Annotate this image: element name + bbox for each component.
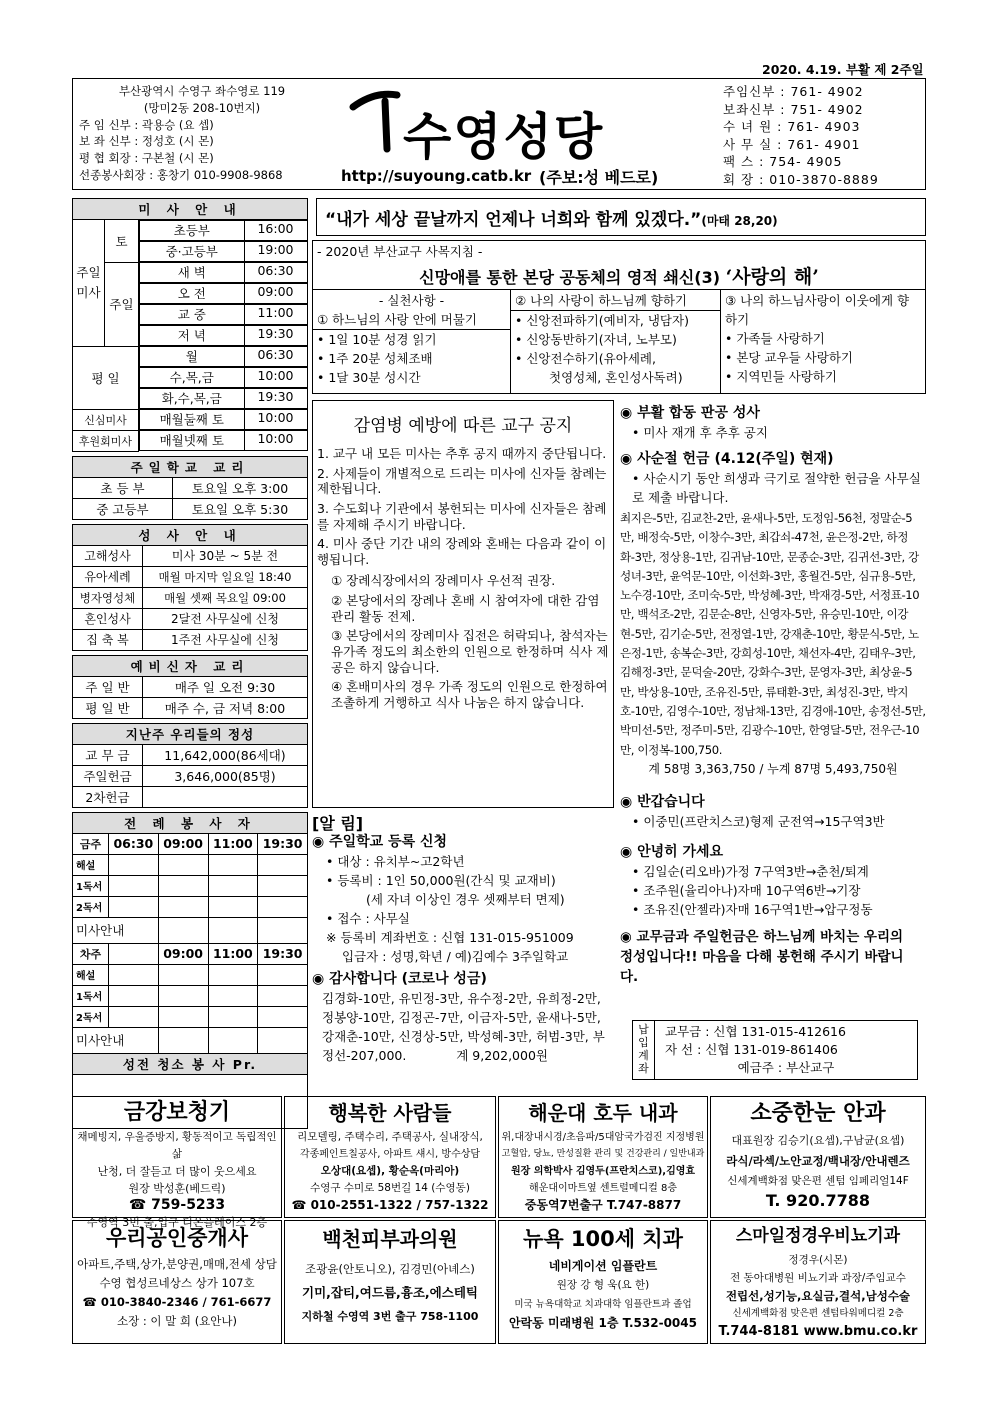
contact-convent: 수 녀 원 : 761- 4903	[723, 119, 861, 134]
mass-time: 16:00	[257, 221, 294, 236]
offering-amount	[143, 786, 308, 807]
announcements-title: [알 림]	[312, 814, 364, 833]
guide-subtitle: - 2020년 부산교구 사목지침 -	[317, 244, 483, 259]
ad-line: 위,대장내시경/초음파/5대암국가검진 지정병원	[501, 1132, 705, 1143]
ad-phone: 안락동 미래병원 1층 T.532-0045	[509, 1316, 697, 1330]
ad-line: 정경우(시몬)	[788, 1254, 848, 1266]
supporter-mass-label: 후원회미사	[73, 430, 139, 451]
col-item: 첫영성체, 혼인성사독려)	[549, 370, 683, 385]
thanks-title: ◉ 감사합니다 (코로나 성금)	[312, 971, 487, 987]
svc-time: 19:30	[258, 833, 308, 854]
class-time: 매주 일 오전 9:30	[143, 676, 308, 697]
notice-subitem: ④ 혼배미사의 경우 가족 정도의 인원으로 한정하여 조촐하게 거행하고 식사 나눔은 하지 않습니다.	[331, 679, 608, 710]
svc-time: 11:00	[208, 943, 258, 964]
mass-time: 06:30	[257, 347, 294, 362]
school-time: 토요일 오후 5:30	[173, 498, 308, 519]
role-label: 1독서	[73, 985, 109, 1006]
address-old: (망미2동 208-10번지)	[143, 100, 261, 115]
week-label: 차주	[73, 943, 109, 964]
welcome-title: ◉ 반갑습니다	[620, 793, 705, 810]
role-label: 1독서	[73, 875, 109, 896]
contact-assistant: 보좌신부 : 751- 4902	[723, 101, 864, 117]
week-label: 금주	[73, 833, 109, 854]
payment-account	[632, 1020, 918, 1080]
ad-line: 수영 협성르네상스 상가 107호	[99, 1276, 255, 1290]
sacrament-detail: 미사 30분 ~ 5분 전	[143, 545, 308, 566]
ad-urology	[710, 1220, 926, 1344]
ad-section	[72, 1096, 926, 1344]
ad-line: 신세계백화점 맞은편 센텀타워메디컬 2층	[732, 1308, 904, 1319]
guide-highlight: ‘사랑의 해’	[725, 266, 819, 288]
offering-amount: 11,642,000(86세대)	[143, 744, 308, 765]
contact-president: 회 장 : 010-3870-8889	[723, 171, 879, 187]
sacrament-name: 병자영성체	[73, 587, 143, 608]
usher-label: 미사안내	[73, 917, 159, 943]
ad-line: 네비게이션 임플란트	[548, 1259, 658, 1273]
contact-pastor: 주임신부 : 761- 4902	[723, 84, 864, 99]
ad-line: 각종페인트칠공사, 아파트 섀시, 방수상담	[299, 1149, 481, 1160]
ad-title: 해운대 호두 내과	[528, 1101, 678, 1125]
reg-item: ※ 등록비 계좌번호 : 신협 131-015-951009	[326, 930, 574, 945]
mass-schedule-title: 미 사 안 내	[73, 199, 308, 220]
servers-title: 전 례 봉 사 자	[73, 812, 308, 833]
offering-type: 교 무 금	[73, 744, 143, 765]
ad-line: 대표원장 김승기(요셉),구남균(요셉)	[731, 1134, 905, 1147]
website-url[interactable]: http://suyoung.catb.kr	[341, 167, 532, 185]
quote-text: “내가 세상 끝날까지 언제나 너희와 함께 있겠다.”	[325, 210, 702, 230]
farewell-item: • 조주원(율리아나)자매 10구역6반→기장	[632, 882, 861, 898]
mass-name: 초등부	[140, 221, 245, 240]
mass-day: 매월둘째 토	[140, 410, 245, 429]
svc-time: 09:00	[158, 833, 208, 854]
mass-time: 10:00	[257, 368, 294, 383]
lent-offering-title: ◉ 사순절 헌금 (4.12(주일) 현재)	[620, 451, 834, 467]
notice-item: 2. 사제들이 개별적으로 드리는 미사에 신자들 참례는 제한됩니다.	[317, 465, 607, 497]
ad-title: 백천피부과의원	[322, 1227, 458, 1251]
col-item: • 신앙전파하기(예비자, 냉담자)	[515, 313, 689, 328]
pastoral-guide	[312, 240, 926, 394]
guide-title: 신망애를 통한 본당 공동체의 영적 쇄신(3)	[419, 268, 721, 287]
mass-time: 06:30	[257, 263, 294, 278]
role-label: 해설	[73, 854, 109, 875]
sacrament-name: 혼인성사	[73, 608, 143, 629]
ad-line: 전 동아대병원 비뇨기과 과장/주임교수	[730, 1272, 906, 1284]
ad-line: 원장 의학박사 김영두(프란치스코),김영효	[510, 1166, 696, 1177]
right-column	[620, 404, 926, 987]
ad-line: 오상대(요셉), 황순옥(마리아)	[320, 1165, 460, 1177]
notice-subitem: ① 장례식장에서의 장례미사 우선적 권장.	[331, 573, 556, 589]
mass-time: 11:00	[257, 305, 294, 320]
mass-name: 월	[140, 347, 245, 366]
mass-time: 10:00	[257, 410, 294, 425]
ad-line: 라식/라섹/노안교정/백내장/안내렌즈	[726, 1154, 910, 1168]
reg-item: 입금자 : 성명,학년 / 예)김예수 3주일학교	[342, 949, 569, 964]
sunday-school-table	[72, 456, 308, 520]
sunday-mass-label: 주일미사	[73, 220, 105, 347]
ad-line: 소장 : 이 말 희 (요안나)	[117, 1314, 237, 1328]
ad-eye-clinic	[710, 1096, 926, 1218]
ad-title: 행복한 사람들	[328, 1101, 452, 1125]
thanks-total: 계 9,202,000원	[456, 1048, 548, 1063]
mass-name: 교 중	[140, 305, 245, 324]
ad-phone: ☎ 010-3840-2346 / 761-6677	[82, 1295, 272, 1309]
ad-phone: 지하철 수영역 3번 출구 758-1100	[301, 1310, 479, 1323]
tithe-appeal: ◉ 교무금과 주일헌금은 하느님께 바치는 우리의 정성입니다!! 마음을 다해 봉헌해 주시기 바랍니다.	[620, 928, 904, 985]
col-item: • 1달 30분 성시간	[317, 370, 421, 385]
ad-line: 원장 박성훈(베드릭)	[128, 1182, 226, 1195]
diocese-notice	[312, 400, 614, 808]
patron-saint: (주보:성 베드로)	[539, 168, 659, 187]
col-head: ② 나의 사랑이 하느님께 향하기	[511, 291, 720, 311]
sidebar	[72, 198, 308, 1129]
contact-fax: 팩 스 : 754- 4905	[723, 154, 843, 169]
easter-confession-title: ◉ 부활 합동 판공 성사	[620, 405, 760, 421]
offering-type: 2차헌금	[73, 786, 143, 807]
sacrament-name: 유아세례	[73, 566, 143, 587]
class-time: 매주 수, 금 저녁 8:00	[143, 697, 308, 718]
sunday-label: 주일	[105, 262, 139, 346]
announcements	[312, 814, 614, 1084]
offering-title: 지난주 우리들의 정성	[73, 723, 308, 744]
guide-col-2	[511, 290, 721, 393]
school-reg-title: ◉ 주일학교 등록 신청	[312, 834, 448, 850]
parish-logo: 수영성당	[403, 107, 605, 166]
col-head: - 실천사항 -	[378, 293, 445, 308]
svc-time: 06:30	[109, 833, 159, 854]
ad-phone: T.744-8181 www.bmu.co.kr	[718, 1324, 918, 1339]
quote-reference: (마태 28,20)	[701, 214, 778, 228]
mass-day: 매월넷째 토	[140, 431, 245, 450]
notice-item: 3. 수도회나 기관에서 봉헌되는 미사에 신자들은 참례를 자제해 주시기 바랍니다.	[317, 500, 607, 532]
parish-info	[79, 83, 325, 184]
saturday-label: 토	[105, 220, 139, 263]
quote-box	[316, 198, 926, 236]
ad-title: 스마일정경우비뇨기과	[735, 1226, 901, 1246]
role-label: 2독서	[73, 1006, 109, 1027]
account-line: 교무금 : 신협 131-015-412616	[665, 1024, 846, 1039]
svc-time: 11:00	[208, 833, 258, 854]
guide-col-1	[313, 290, 511, 393]
ad-line: 해운대이마트옆 센트럴메디컬 8층	[529, 1183, 677, 1194]
sacrament-name: 고해성사	[73, 545, 143, 566]
ad-title: 소중한눈 안과	[750, 1101, 886, 1126]
notice-subitem: ③ 본당에서의 장례미사 집전은 허락되나, 참석자는 유가족 정도의 최소한의 인원으로 한정하며 식사 제공은 하지 않습니다.	[331, 628, 609, 675]
role-label: 해설	[73, 964, 109, 985]
reg-item: • 접수 : 사무실	[326, 911, 410, 926]
school-level: 초 등 부	[73, 477, 173, 498]
col-item: • 본당 교우들 사랑하기	[725, 350, 853, 365]
sacrament-detail: 2달전 사무실에 신청	[143, 608, 308, 629]
thanks-text: 김경화-10만, 유민정-3만, 유수정-2만, 유희정-2만, 정봉양-10만, 김정곤-7만, 이금자-5만, 윤새나-5만, 강재춘-10만, 신경상-5만, 박성혜-3만, 허범-3만, 부정선-207,000.	[322, 991, 605, 1063]
mass-name: 수,목,금	[140, 368, 245, 387]
class-name: 주 일 반	[73, 676, 143, 697]
col-item: • 신앙전수하기(유아세례,	[515, 351, 656, 366]
lent-offering-text: • 사순시기 동안 희생과 극기로 절약한 헌금을 사무실로 제출 바랍니다.	[632, 471, 921, 505]
devotion-mass-label: 신심미사	[73, 409, 139, 430]
ad-line: 수영구 수미로 58번길 14 (수영동)	[310, 1182, 470, 1194]
ad-line: 기미,잡티,여드름,흉조,에스테틱	[302, 1285, 478, 1300]
usher-label: 미사안내	[73, 1027, 159, 1053]
farewell-item: • 김일순(리오바)가정 7구역3반→춘천/퇴계	[632, 863, 869, 879]
sacrament-table	[72, 524, 308, 651]
sunday-school-title: 주일학교 교리	[73, 456, 308, 477]
guide-col-3	[721, 290, 925, 393]
weekday-label: 평 일	[73, 346, 139, 409]
ad-phone: ☎ 010-2551-1322 / 757-1322	[291, 1198, 489, 1212]
address: 부산광역시 수영구 좌수영로 119	[118, 84, 286, 98]
account-line: 자 선 : 신협 131-019-861406	[665, 1042, 838, 1057]
class-name: 평 일 반	[73, 697, 143, 718]
offering-table	[72, 723, 308, 808]
mass-time: 19:00	[257, 242, 294, 257]
liturgy-servers-table	[72, 812, 308, 1129]
sacrament-detail: 매월 셋째 목요일 09:00	[143, 587, 308, 608]
ad-line: 리모델링, 주택수리, 주택공사, 실내장식,	[297, 1131, 483, 1143]
ad-dental	[498, 1220, 708, 1344]
account-label: 납입계좌	[633, 1021, 655, 1079]
issue-date: 2020. 4.19. 부활 제 2주일	[762, 62, 924, 77]
reg-item: (세 자녀 이상인 경우 셋째부터 면제)	[366, 892, 565, 907]
mass-time: 10:00	[257, 431, 294, 446]
mass-schedule-table	[72, 198, 308, 452]
ad-line: 원장 강 형 욱(요 한)	[556, 1279, 650, 1291]
farewell-title: ◉ 안녕히 가세요	[620, 843, 724, 860]
col-head: ③ 나의 하느님사랑이 이웃에게 향하기	[725, 293, 910, 327]
school-time: 토요일 오후 3:00	[173, 477, 308, 498]
col-item: • 가족들 사랑하기	[725, 331, 825, 346]
mass-time: 19:30	[257, 326, 294, 341]
reg-item: • 등록비 : 1인 50,000원(간식 및 교재비)	[326, 873, 556, 888]
farewell-item: • 조유진(안젤라)자매 16구역1반→압구정동	[632, 901, 873, 917]
ad-title: 금강보청기	[123, 1100, 231, 1125]
sacrament-title: 성 사 안 내	[73, 524, 308, 545]
lent-donor-list: 최지은-5만, 김교찬-2만, 윤새나-5만, 도정임-56천, 정말순-5만, 배정숙-5만, 이창수-3만, 최갑쇠-47천, 윤은정-2만, 하정화-3만, 정상용-1만, 김귀남-10만, 문종순-3만, 김귀선-3만, 강성녀-3만, 윤억문-10만, 이선화-3만, 홍월건-5만, 심규용-5만, 노수경-10만, 조미숙-5만, 박성혜-3만, 박재경-5만, 서정표-10만, 백석조-2만, 김문순-8만, 신영자-5만, 유승민-10만, 이강현-5만, 김기순-5만, 전정열-1만, 강재춘-10만, 황문식-5만, 노은정-1만, 송복순-3만, 강희성-10만, 채선자-4만, 김태우-3만, 김해정-3만, 문덕술-20만, 강화수-3만, 문영자-3만, 최상윤-5만, 박상용-10만, 조유진-5만, 류태환-3만, 최성진-3만, 박지호-10만, 김영수-10만, 정남채-13만, 김경애-10만, 송정선-5만, 박미선-5만, 정주미-5만, 김광수-10만, 한영달-5만, 전우근-10만, 이정복-100,750.	[620, 511, 926, 757]
sacrament-detail: 1주전 사무실에 신청	[143, 629, 308, 650]
notice-item: 1. 교구 내 모든 미사는 추후 공지 때까지 중단됩니다.	[317, 446, 607, 461]
ad-line: 난청, 더 잘듣고 더 많이 웃으세요	[97, 1165, 257, 1178]
ad-line: 신세계백화점 맞은편 센텀 임페리얼14F	[727, 1175, 909, 1187]
ad-line: 조광윤(안토니오), 김경민(아녜스)	[305, 1262, 475, 1276]
ad-hearing-aid	[72, 1096, 282, 1229]
account-holder: 예금주 : 부산교구	[737, 1060, 835, 1075]
ad-phone: T. 920.7788	[765, 1191, 871, 1210]
ad-phone: 중동역7번출구 T.747-8877	[524, 1198, 682, 1212]
col-item: • 신앙동반하기(자녀, 노부모)	[515, 332, 677, 347]
ad-internal-medicine	[498, 1096, 708, 1218]
offering-type: 주일헌금	[73, 765, 143, 786]
mass-time: 19:30	[257, 389, 294, 404]
contact-list	[723, 83, 923, 188]
mass-name: 중·고등부	[140, 242, 245, 261]
col-subhead: ① 하느님의 사랑 안에 머물기	[313, 310, 510, 330]
offering-amount: 3,646,000(85명)	[143, 765, 308, 786]
mass-name: 저 녁	[140, 326, 245, 345]
assistant-priest: 보 좌 신부 : 정성호 (시 몬)	[79, 134, 214, 149]
ad-line: 전립선,성기능,요실금,결석,남성수술	[725, 1289, 911, 1303]
pastor: 주 임 신부 : 곽용승 (요 셉)	[79, 117, 214, 132]
header	[72, 78, 926, 190]
ad-realtor	[72, 1220, 282, 1344]
svc-time: 19:30	[258, 943, 308, 964]
notice-subitem: ② 본당에서의 장례나 혼배 시 참여자에 대한 감염관리 활동 전제.	[331, 593, 600, 624]
role-label: 2독서	[73, 896, 109, 917]
ad-title: 뉴욕 100세 치과	[523, 1227, 683, 1251]
council-president: 평 협 회장 : 구본철 (시 몬)	[79, 151, 214, 166]
col-item: • 지역민들 사랑하기	[725, 369, 837, 384]
reg-item: • 대상 : 유치부~고2학년	[326, 854, 465, 869]
ad-line: 고혈압, 당뇨, 만성질환 관리 및 건강관리 / 일반내과	[501, 1149, 705, 1159]
school-level: 중 고등부	[73, 498, 173, 519]
ad-line: 채메빙지, 우울증방지, 황동적이고 독립적인 삶	[77, 1131, 277, 1160]
ad-phone: ☎ 759-5233	[128, 1197, 226, 1213]
welcome-text: • 이중민(프란치스코)형제 군전역→15구역3반	[632, 813, 885, 829]
col-item: • 1주 20분 성체조배	[317, 351, 433, 366]
cleaning-title: 성전 청소 봉 사 Pr.	[73, 1053, 308, 1074]
notice-title: 감염병 예방에 따른 교구 공지	[353, 416, 573, 436]
catechumen-table	[72, 655, 308, 719]
mass-name: 새 벽	[140, 263, 245, 282]
col-item: • 1일 10분 성경 읽기	[317, 332, 437, 347]
ad-title: 우리공인중개사	[105, 1225, 248, 1250]
contact-office: 사 무 실 : 761- 4901	[723, 136, 861, 152]
sacrament-name: 집 축 복	[73, 629, 143, 650]
mass-time: 09:00	[257, 284, 294, 299]
sacrament-detail: 매월 마지막 일요일 18:40	[143, 566, 308, 587]
ad-dermatology	[284, 1220, 496, 1344]
funeral-service: 선종봉사회장 : 홍창기 010-9908-9868	[79, 167, 283, 182]
ad-interior	[284, 1096, 496, 1218]
ad-line: 수영역 3번 출,입구 디온플레이스 2층	[86, 1216, 268, 1229]
svc-time: 09:00	[158, 943, 208, 964]
mass-name: 화,수,목,금	[140, 389, 245, 408]
lent-total: 계 58명 3,363,750 / 누계 87명 5,493,750원	[648, 761, 898, 776]
catechumen-title: 예비신자 교리	[73, 655, 308, 676]
ad-line: 아파트,주택,상가,분양권,매매,전세 상담	[77, 1257, 277, 1271]
mass-name: 오 전	[140, 284, 245, 303]
ad-line: 미국 뉴욕대학교 치과대학 임플란트과 졸업	[514, 1299, 692, 1310]
easter-confession-text: • 미사 재개 후 추후 공지	[632, 425, 768, 440]
svc-time	[109, 943, 159, 964]
notice-item: 4. 미사 중단 기간 내의 장례와 혼배는 다음과 같이 이행됩니다.	[317, 536, 607, 567]
